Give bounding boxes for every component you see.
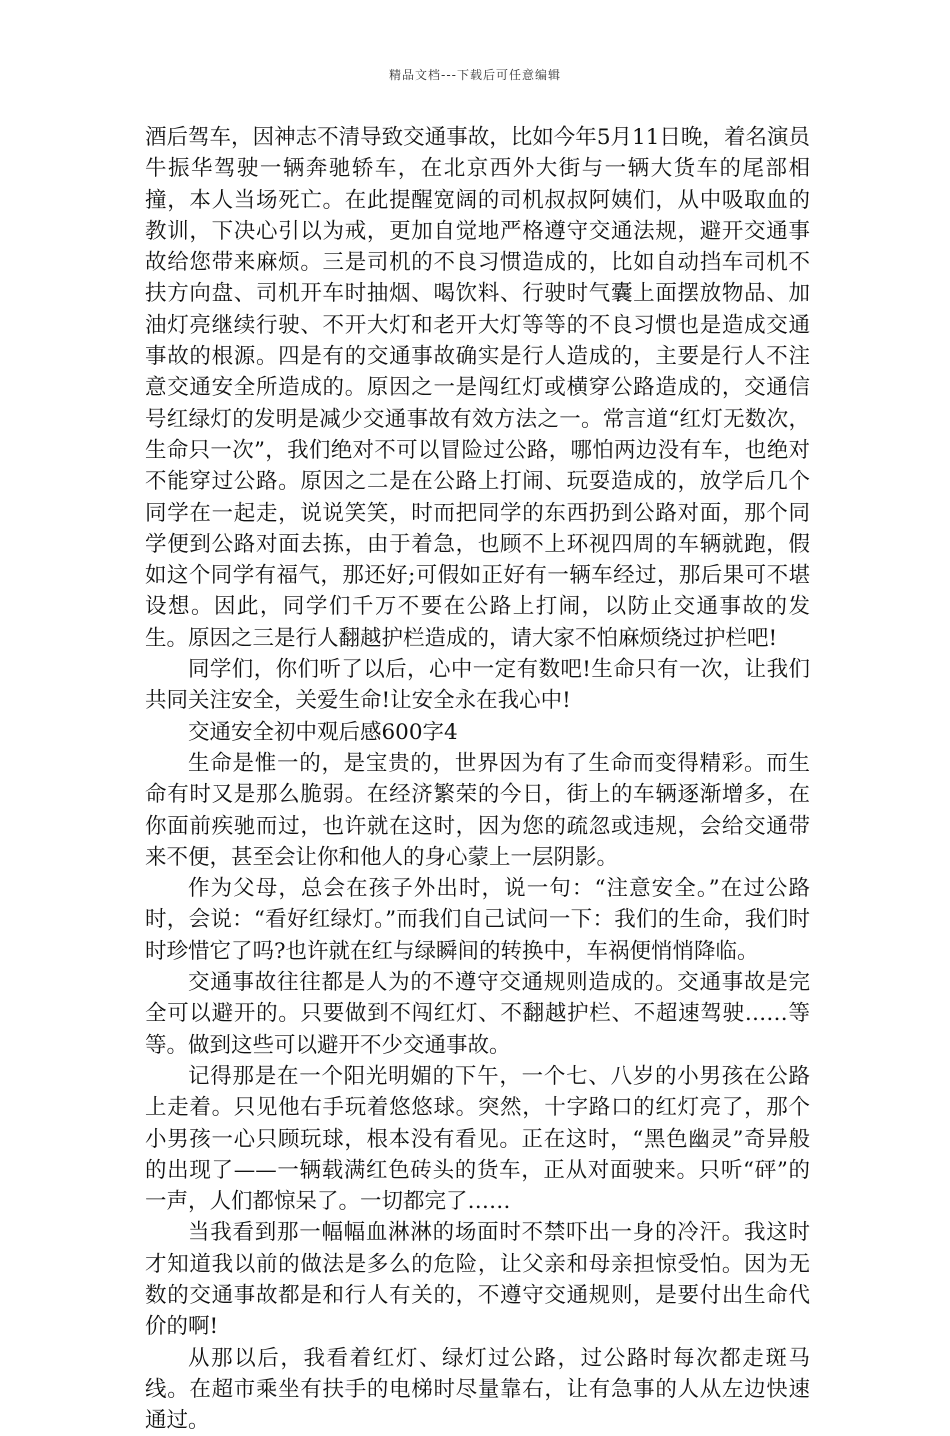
paragraph: 酒后驾车，因神志不清导致交通事故，比如今年5月11日晚，着名演员牛振华驾驶一辆奔驰轿车，在北京西外大街与一辆大货车的尾部相撞，本人当场死亡。在此提醒宽阔的司机叔叔阿姨们，从中吸取血的教训，下决心引以为戒，更加自觉地严格遵守交通法规，避开交通事故给您带来麻烦。三是司机的不良习惯造成的，比如自动挡车司机不扶方向盘、司机开车时抽烟、喝饮料、行驶时气囊上面摆放物品、加油灯亮继续行驶、不开大灯和老开大灯等等的不良习惯也是造成交通事故的根源。四是有的交通事故确实是行人造成的，主要是行人不注意交通安全所造成的。原因之一是闯红灯或横穿公路造成的，交通信号红绿灯的发明是减少交通事故有效方法之一。常言道“红灯无数次，生命只一次”，我们绝对不可以冒险过公路，哪怕两边没有车，也绝对不能穿过公路。原因之二是在公路上打闹、玩耍造成的，放学后几个同学在一起走，说说笑笑，时而把同学的东西扔到公路对面，那个同学便到公路对面去拣，由于着急，也顾不上环视四周的车辆就跑，假如这个同学有福气，那还好;可假如正好有一辆车经过，那后果可不堪设想。因此，同学们千万不要在公路上打闹，以防止交通事故的发生。原因之三是行人翻越护栏造成的，请大家不怕麻烦绕过护栏吧!	[145, 125, 810, 651]
section-title: 交通安全初中观后感600字4	[188, 719, 458, 745]
paragraph: 生命是惟一的，是宝贵的，世界因为有了生命而变得精彩。而生命有时又是那么脆弱。在经济繁荣的今日，街上的车辆逐渐增多，在你面前疾驰而过，也许就在这时，因为您的疏忽或违规，会给交通带来不便，甚至会让你和他人的身心蒙上一层阴影。	[145, 750, 810, 870]
paragraph: 交通事故往往都是人为的不遵守交通规则造成的。交通事故是完全可以避开的。只要做到不闯红灯、不翻越护栏、不超速驾驶……等等。做到这些可以避开不少交通事故。	[145, 970, 810, 1058]
paragraph: 当我看到那一幅幅血淋淋的场面时不禁吓出一身的冷汗。我这时才知道我以前的做法是多么的危险，让父亲和母亲担惊受怕。因为无数的交通事故都是和行人有关的，不遵守交通规则，是要付出生命代价的啊!	[145, 1220, 810, 1340]
paragraph: 同学们，你们听了以后，心中一定有数吧!生命只有一次，让我们共同关注安全，关爱生命!让安全永在我心中!	[145, 657, 810, 714]
paragraph: 从那以后，我看着红灯、绿灯过公路，过公路时每次都走斑马线。在超市乘坐有扶手的电梯时尽量靠右，让有急事的人从左边快速通过。	[145, 1345, 810, 1434]
page-header: 精品文档---下载后可任意编辑	[389, 68, 561, 82]
paragraph: 作为父母，总会在孩子外出时，说一句：“注意安全。”在过公路时，会说：“看好红绿灯。”而我们自己试问一下：我们的生命，我们时时珍惜它了吗?也许就在红与绿瞬间的转换中，车祸便悄悄降临。	[145, 876, 810, 964]
paragraph: 记得那是在一个阳光明媚的下午，一个七、八岁的小男孩在公路上走着。只见他右手玩着悠悠球。突然，十字路口的红灯亮了，那个小男孩一心只顾玩球，根本没有看见。正在这时，“黑色幽灵”奇异般的出现了——一辆载满红色砖头的货车，正从对面驶来。只听“砰”的一声，人们都惊呆了。一切都完了……	[145, 1063, 810, 1215]
document-body	[145, 122, 810, 1436]
